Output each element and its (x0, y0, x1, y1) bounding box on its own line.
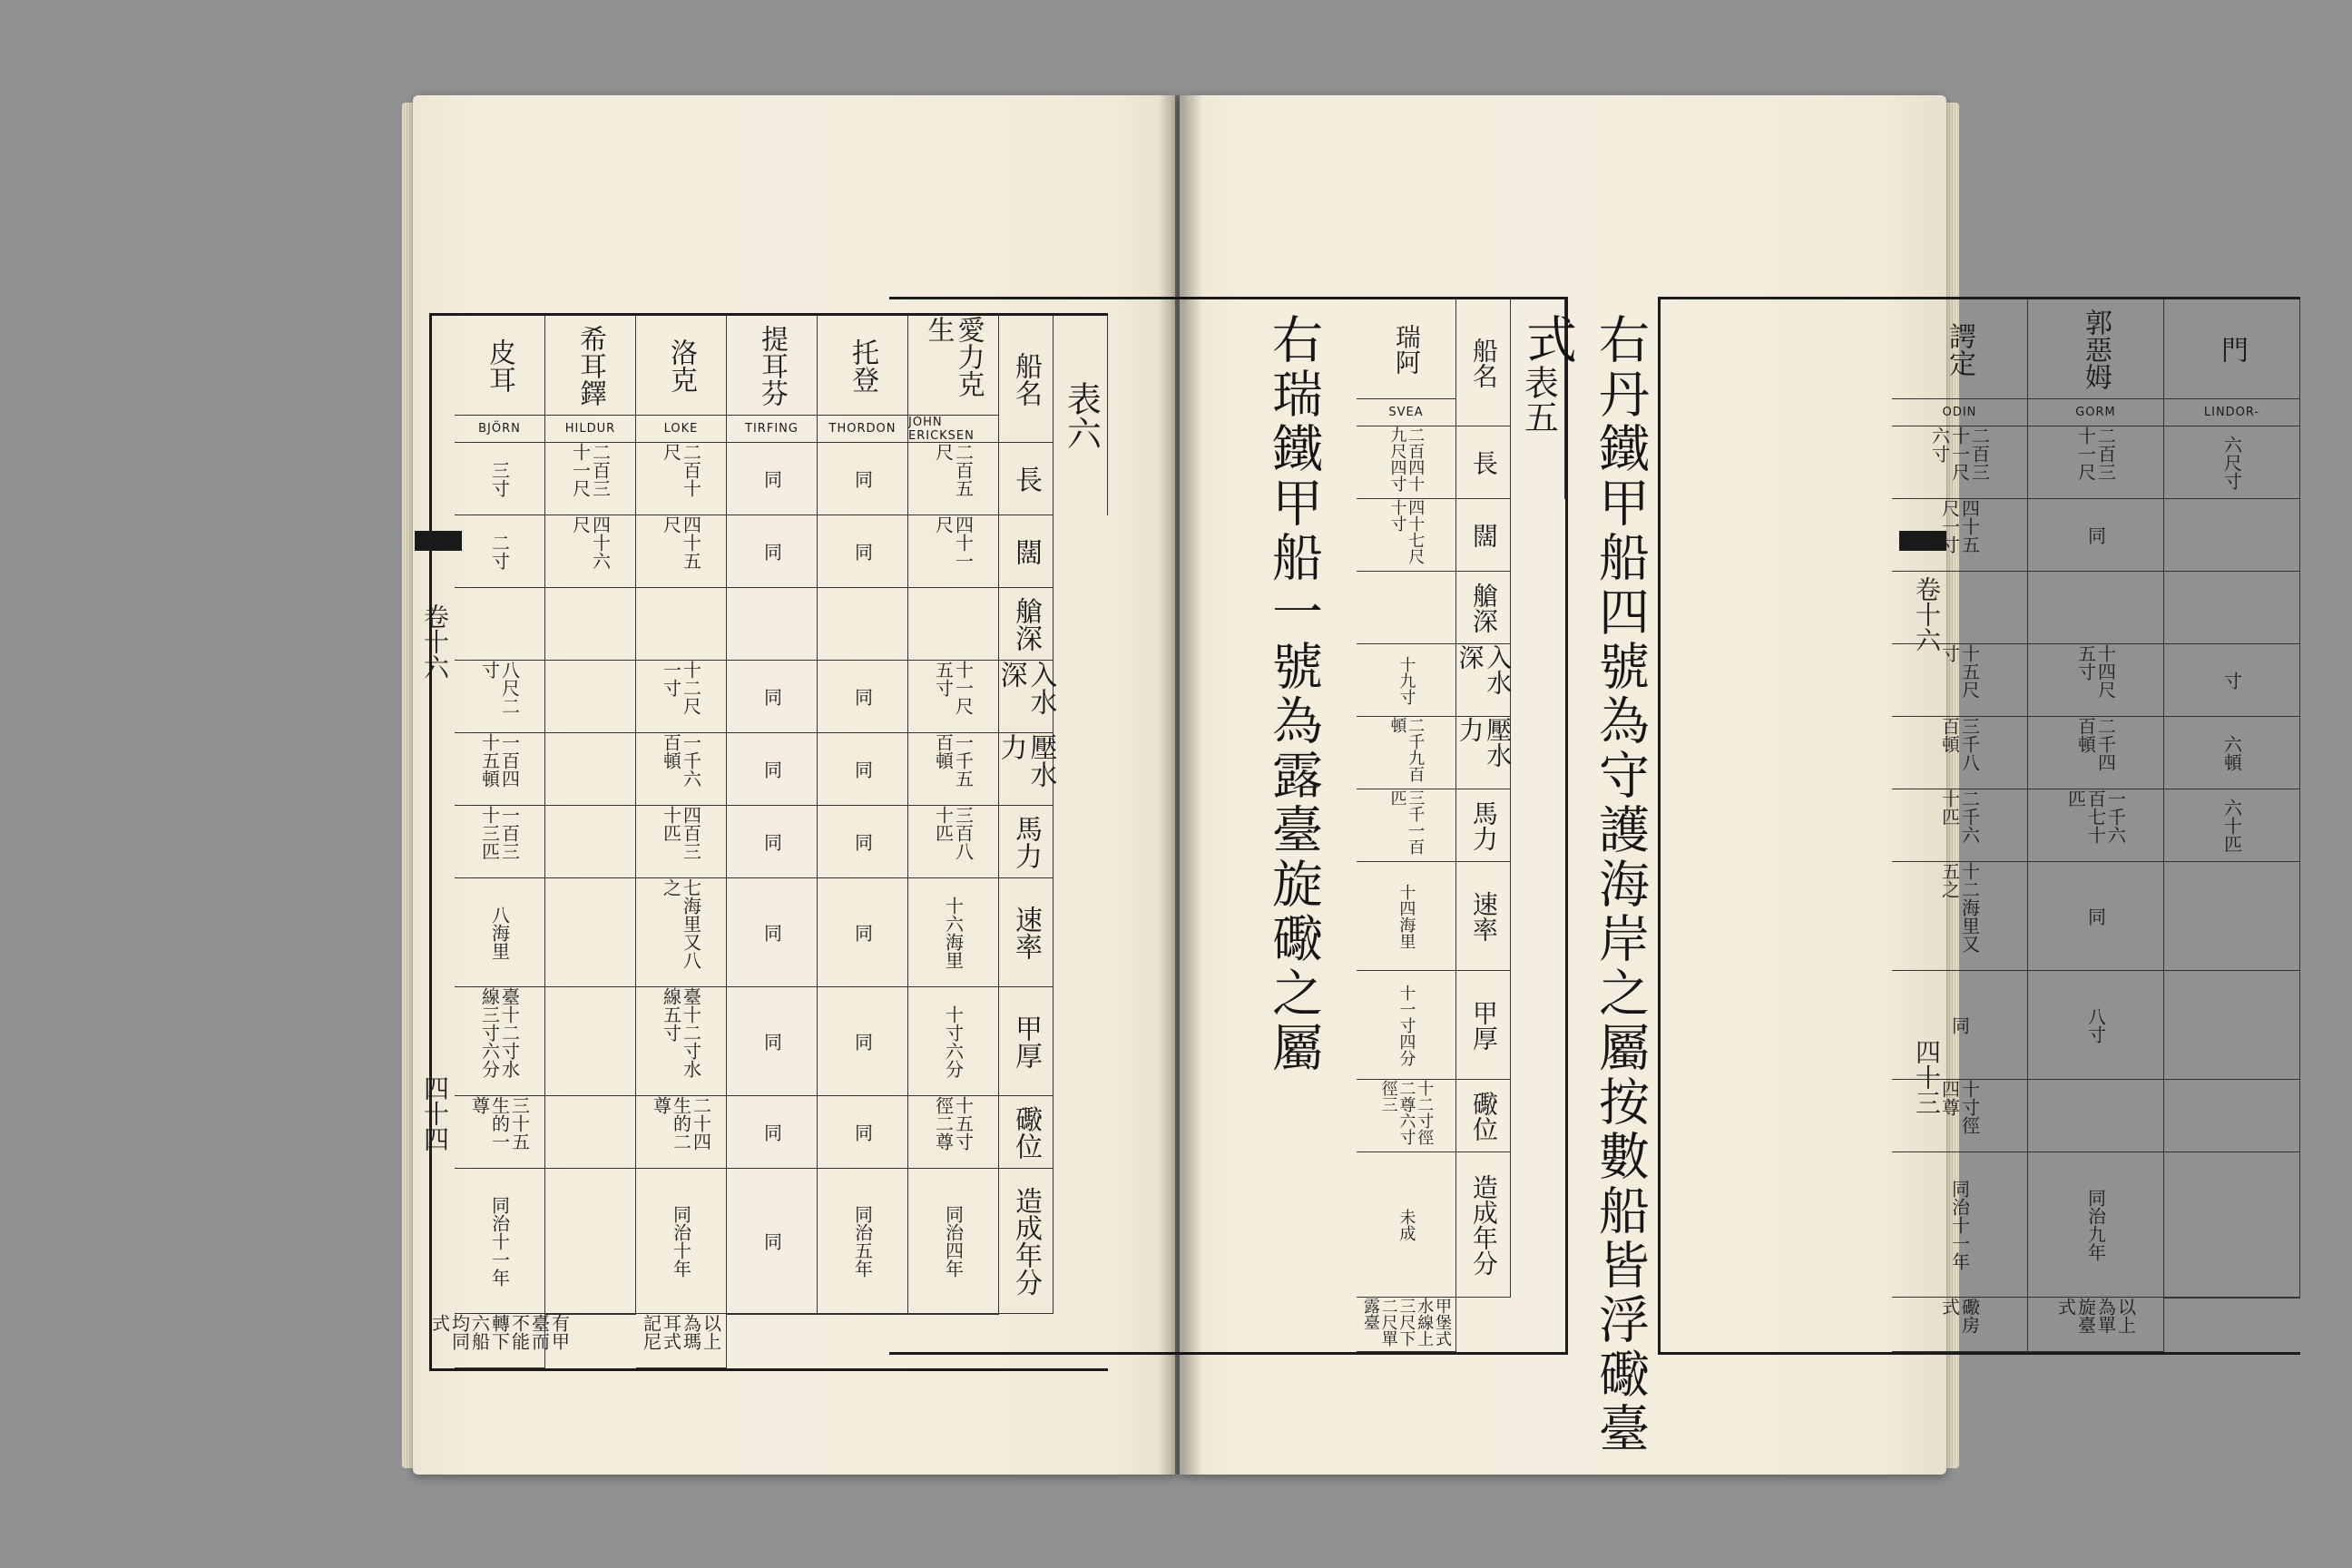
table-cell (1357, 572, 1456, 644)
table-cell (545, 733, 636, 806)
ship-name-en: SVEA (1357, 399, 1456, 426)
table-cell: 同治十一年 (455, 1169, 545, 1314)
banner-swedish-ironclad: 右瑞鐵甲船一號為露臺旋礮之屬 (1264, 313, 1323, 1075)
table-5 (889, 297, 1568, 1355)
row-header: 入水深 (1456, 644, 1511, 717)
table-cell: 三十五生的一尊 (455, 1096, 545, 1169)
table-cell: 十四海里 (1357, 862, 1456, 971)
table-cell: 四十五尺 (636, 515, 727, 588)
table-cell: 十五尺寸 (1892, 644, 2028, 717)
table-cell: 四十七尺十寸 (1357, 499, 1456, 572)
table-cell: 二千六十匹 (1892, 789, 2028, 862)
table-cell: 十九寸 (1357, 644, 1456, 717)
table-cell: 二十四生的二尊 (636, 1096, 727, 1169)
row-header: 壓水力 (999, 733, 1054, 806)
row-header: 長 (1456, 426, 1511, 499)
table-cell: 十寸徑四尊 (1892, 1080, 2028, 1152)
table-cell: 礮房式 (1892, 1298, 2028, 1352)
page-number-right: 四十三 (1912, 1039, 1942, 1115)
table-cell: 八海里 (455, 878, 545, 987)
ship-name-en: LOKE (636, 416, 727, 443)
table-cell (2164, 862, 2300, 971)
row-header: 速率 (1456, 862, 1511, 971)
table-cell: 未成 (1357, 1152, 1456, 1298)
table-cell: 四十六尺 (545, 515, 636, 588)
row-header: 入水深 (999, 661, 1054, 733)
table-cell (545, 806, 636, 878)
table-cell: 一千六百七十匹 (2028, 789, 2164, 862)
table-cell: 四十一尺 (908, 515, 999, 588)
row-header: 造成年分 (1456, 1152, 1511, 1298)
ship-name-en: HILDUR (545, 416, 636, 443)
row-header: 船名 (999, 316, 1054, 443)
table-cell: 二百三十一尺 (545, 443, 636, 515)
row-header: 船名 (1456, 299, 1511, 426)
table-cell (727, 588, 818, 661)
ship-name-en: THORDON (818, 416, 908, 443)
table-cell: 同 (727, 1096, 818, 1169)
table-label: 表六 (1054, 316, 1108, 515)
table-cell: 十寸六分 (908, 987, 999, 1096)
page-number-left: 四十四 (420, 1075, 450, 1152)
row-header: 馬力 (1456, 789, 1511, 862)
table-cell: 同 (818, 515, 908, 588)
table-cell: 十五寸徑二尊 (908, 1096, 999, 1169)
table-cell: 十二海里又五之 (1892, 862, 2028, 971)
table-cell: 同 (818, 733, 908, 806)
table-cell: 同 (727, 443, 818, 515)
table-cell: 同 (818, 443, 908, 515)
table-cell: 同治五年 (818, 1169, 908, 1314)
table-cell: 六尺寸 (2164, 426, 2300, 499)
ship-name-cn: 瑞阿 (1357, 299, 1456, 399)
table-cell: 寸 (2164, 644, 2300, 717)
table-cell (2164, 499, 2300, 572)
table-cell: 同 (818, 1096, 908, 1169)
open-book (413, 86, 2260, 1484)
table-cell: 十二尺一寸 (636, 661, 727, 733)
table-cell (545, 1169, 636, 1314)
table-cell: 三千一百匹 (1357, 789, 1456, 862)
row-header: 壓水力 (1456, 717, 1511, 789)
table-cell (545, 987, 636, 1096)
table-cell: 以上為瑪耳式記尼 (636, 1314, 727, 1368)
table-cell: 十一寸四分 (1357, 971, 1456, 1080)
ship-name-en: TIRFING (727, 416, 818, 443)
row-header: 闊 (999, 515, 1054, 588)
table-cell (727, 1314, 818, 1315)
table-label: 表五 (1511, 299, 1565, 499)
table-cell: 二千九百頓 (1357, 717, 1456, 789)
table-cell: 臺十二寸水線五寸 (636, 987, 727, 1096)
banner-danish-ironclads: 右丹鐵甲船四號為守護海岸之屬按數船皆浮礮臺式 (1518, 313, 1650, 1456)
ship-name-en: ODIN (1892, 399, 2028, 426)
table-cell: 十四尺五寸 (2028, 644, 2164, 717)
table-cell: 以上為單旋臺式 (2028, 1298, 2164, 1352)
table-cell: 同 (1892, 971, 2028, 1080)
ship-name-cn: 皮耳 (455, 316, 545, 416)
row-header: 礮位 (999, 1096, 1054, 1169)
row-header: 甲厚 (1456, 971, 1511, 1080)
table-cell: 十六海里 (908, 878, 999, 987)
table-cell: 四百三十匹 (636, 806, 727, 878)
table-cell: 同治十年 (636, 1169, 727, 1314)
table-cell: 八寸 (2028, 971, 2164, 1080)
table-cell: 臺十二寸水線三寸六分 (455, 987, 545, 1096)
table-cell (2164, 1152, 2300, 1298)
table-cell: 同治四年 (908, 1169, 999, 1314)
table-cell: 七海里又八之 (636, 878, 727, 987)
table-cell: 二千四百頓 (2028, 717, 2164, 789)
table-cell (2028, 572, 2164, 644)
ship-name-cn: 希耳鐸 (545, 316, 636, 416)
table-cell (545, 661, 636, 733)
table-cell: 二百三十一尺六寸 (1892, 426, 2028, 499)
row-header: 闊 (1456, 499, 1511, 572)
row-header: 速率 (999, 878, 1054, 987)
table-cell: 同 (818, 878, 908, 987)
row-header: 艙深 (1456, 572, 1511, 644)
row-header: 甲厚 (999, 987, 1054, 1096)
ship-name-en: JOHN ERICKSEN (908, 416, 999, 443)
table-cell: 三寸 (455, 443, 545, 515)
table-cell: 十二寸徑二尊六寸徑三 (1357, 1080, 1456, 1152)
table-cell (545, 588, 636, 661)
table-cell: 有甲臺而不能轉下六船均同式 (455, 1314, 545, 1368)
table-cell (2028, 1080, 2164, 1152)
table-cell: 同 (727, 1169, 818, 1314)
row-header: 造成年分 (999, 1169, 1054, 1314)
ship-name-en: BJÖRN (455, 416, 545, 443)
table-cell: 一千六百頓 (636, 733, 727, 806)
table-cell (2164, 971, 2300, 1080)
table-cell: 四十五尺一寸 (1892, 499, 2028, 572)
ship-name-cn: 愛力克生 (908, 316, 999, 416)
table-cell (2164, 1080, 2300, 1152)
ship-name-cn: 門 (2164, 299, 2300, 399)
table-cell (455, 588, 545, 661)
table-cell: 同 (727, 515, 818, 588)
table-cell (2164, 572, 2300, 644)
volume-mark-left: 卷十六 (420, 603, 450, 680)
table-cell: 一百三十三匹 (455, 806, 545, 878)
danish-table (1658, 297, 2300, 1355)
table-cell: 同 (2028, 862, 2164, 971)
table-cell: 同 (818, 661, 908, 733)
table-cell: 一百四十五頓 (455, 733, 545, 806)
table-cell: 三千八百頓 (1892, 717, 2028, 789)
table-cell: 二百四十九尺四寸 (1357, 426, 1456, 499)
ship-name-cn: 提耳芬 (727, 316, 818, 416)
ship-name-cn: 托登 (818, 316, 908, 416)
table-cell (545, 1096, 636, 1169)
row-header: 長 (999, 443, 1054, 515)
table-cell: 三百八十匹 (908, 806, 999, 878)
ship-name-cn: 諤定 (1892, 299, 2028, 399)
ship-name-en: LINDOR- (2164, 399, 2300, 426)
table-cell: 二百三十一尺 (2028, 426, 2164, 499)
table-cell (545, 878, 636, 987)
table-cell: 一千五百頓 (908, 733, 999, 806)
table-cell: 八尺二寸 (455, 661, 545, 733)
ship-name-en: GORM (2028, 399, 2164, 426)
book-gutter (1159, 95, 1202, 1475)
table-cell: 二百五尺 (908, 443, 999, 515)
table-cell: 二寸 (455, 515, 545, 588)
table-cell: 二百十尺 (636, 443, 727, 515)
row-header: 馬力 (999, 806, 1054, 878)
row-header: 艙深 (999, 588, 1054, 661)
row-header: 礮位 (1456, 1080, 1511, 1152)
table-cell: 同 (727, 806, 818, 878)
table-cell: 六頓 (2164, 717, 2300, 789)
table-cell: 十一尺五寸 (908, 661, 999, 733)
table-cell: 同 (727, 733, 818, 806)
ship-name-cn: 郭惡姆 (2028, 299, 2164, 399)
table-cell: 同治十一年 (1892, 1152, 2028, 1298)
ship-name-cn: 洛克 (636, 316, 727, 416)
table-cell: 同 (2028, 499, 2164, 572)
table-cell: 同 (727, 661, 818, 733)
table-cell: 六十匹 (2164, 789, 2300, 862)
table-cell: 甲堡式水線上三尺下二尺單露臺 (1357, 1298, 1456, 1352)
table-cell (636, 588, 727, 661)
table-cell: 同 (727, 878, 818, 987)
table-cell: 同 (818, 806, 908, 878)
table-cell: 同 (818, 987, 908, 1096)
table-cell: 同 (727, 987, 818, 1096)
volume-mark-right: 卷十六 (1912, 576, 1942, 652)
table-cell (1892, 572, 2028, 644)
table-cell: 同治九年 (2028, 1152, 2164, 1298)
